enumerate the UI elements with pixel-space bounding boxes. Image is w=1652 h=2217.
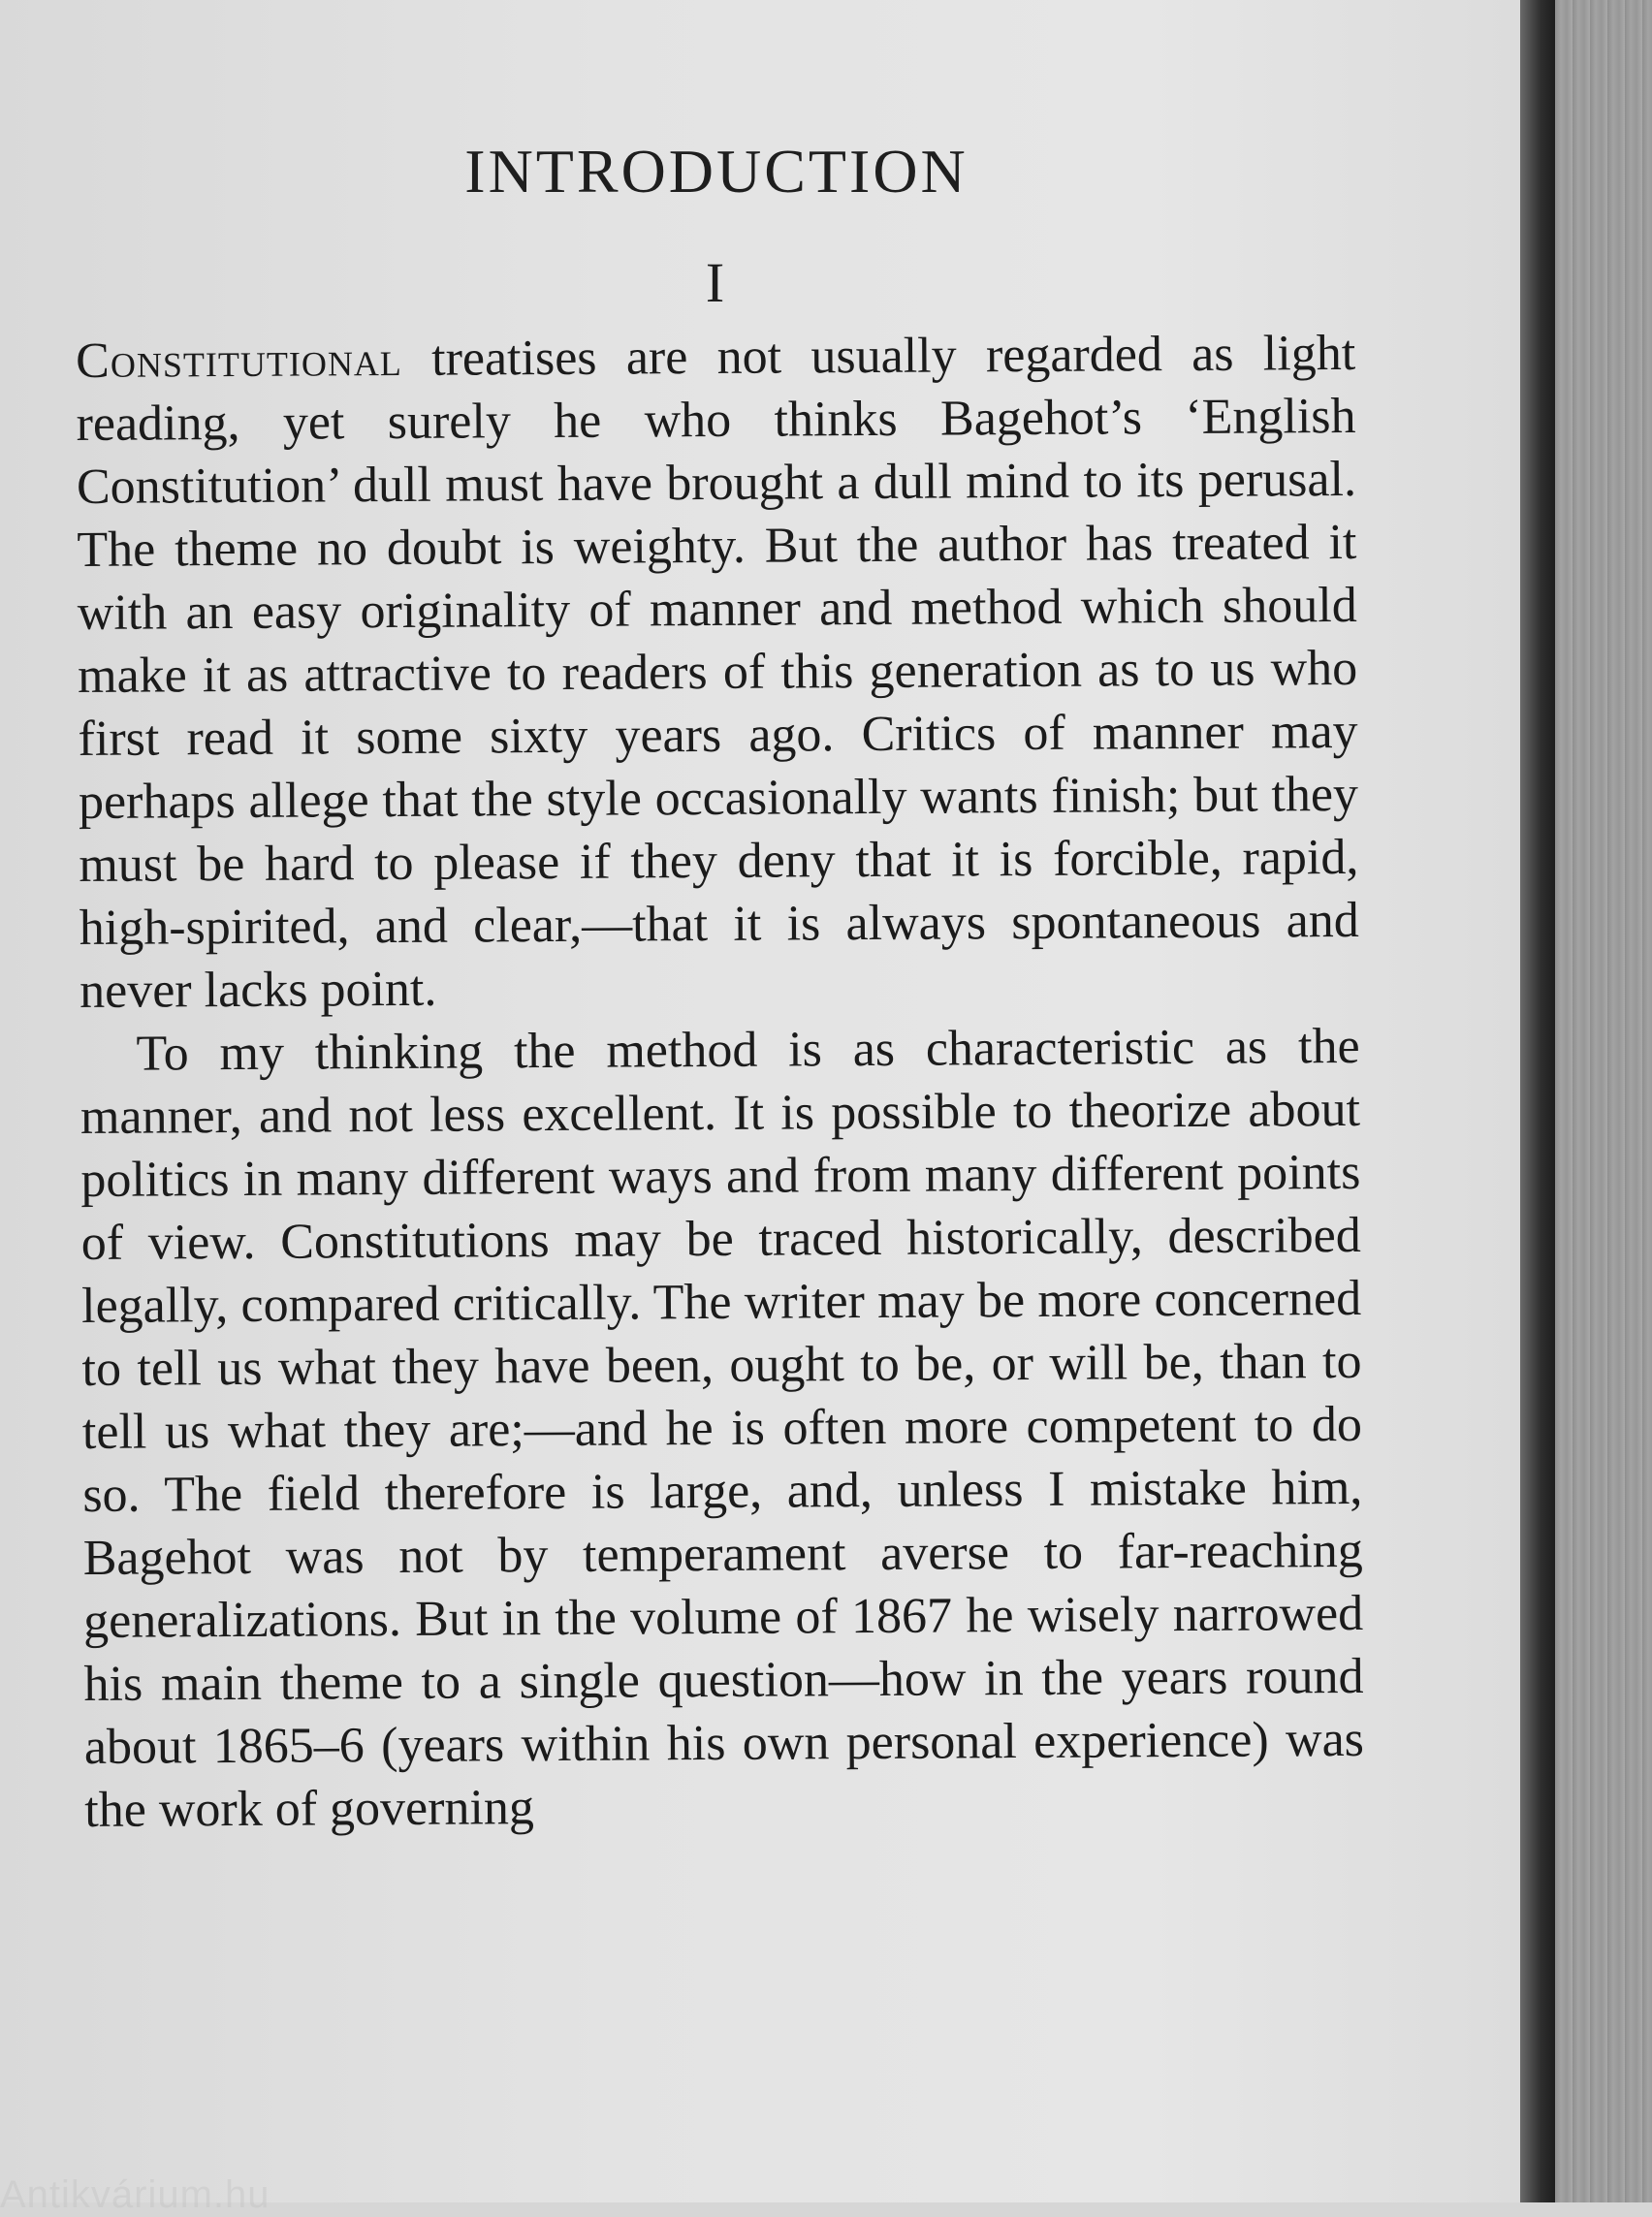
section-number: I: [705, 251, 728, 314]
paragraph-1-lead: Constitutional: [76, 331, 403, 389]
watermark: Antikvárium.hu: [0, 2173, 270, 2216]
body-text: [76, 322, 1365, 1842]
page-edge-shadow: [1520, 0, 1555, 2202]
background-surface: [1555, 0, 1652, 2202]
paragraph-2: To my thinking the method is as characteristic as the manner, and not less excellent. It is possible to theorize about politics in many different ways and from many different points of view. Constitutions may be traced historically, described legally, compared critically. The writer may be more concerned to tell us what they have been, ought to be, or will be, than to tell us what they are;—and he is often more competent to do so. The field therefore is large, and, unless I mistake him, Bagehot was not by temperament averse to far-reaching generalizations. But in the volume of 1867 he wisely narrowed his main theme to a single question—how in the years round about 1865–6 (years within his own personal experience) was the work of governing: [79, 1018, 1365, 1838]
paragraph-1-text: treatises are not usually regarded as light reading, yet surely he who thinks Bagehot’s ‘English Constitution’ dull must have brought a dull mind to its perusal. The theme no doubt is weighty. But the author has treated it with an easy originality of manner and method which should make it as attractive to readers of this generation as to us who first read it some sixty years ago. Critics of manner may perhaps allege that the style occasionally wants finish; but they must be hard to please if they deny that it is forcible, rapid, high-spirited, and clear,—that it is always spontaneous and never lacks point.: [76, 325, 1359, 1019]
page-title: INTRODUCTION: [464, 137, 969, 206]
paragraph-1: [76, 322, 1359, 1023]
